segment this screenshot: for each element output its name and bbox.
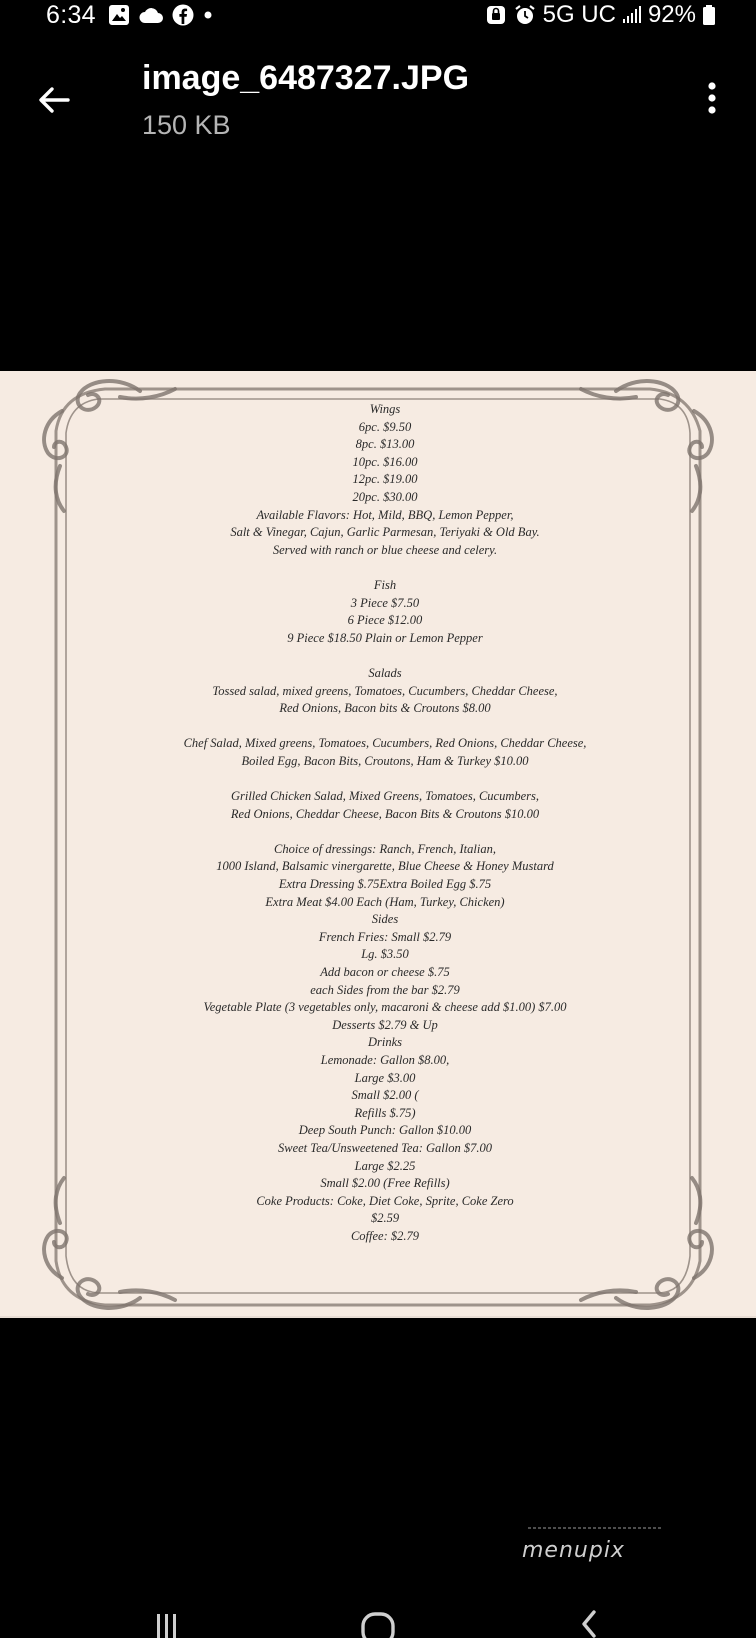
menu-line: Chef Salad, Mixed greens, Tomatoes, Cucumbers, Red Onions, Cheddar Cheese,	[183, 736, 587, 751]
signal-icon	[622, 5, 642, 25]
recents-icon	[147, 1590, 187, 1638]
menu-line: Grilled Chicken Salad, Mixed Greens, Tomatoes, Cucumbers,	[230, 789, 540, 804]
gallery-icon	[108, 4, 130, 26]
menu-line: Coke Products: Coke, Diet Coke, Sprite, Coke Zero	[256, 1193, 514, 1208]
status-time: 6:34	[46, 1, 96, 29]
menu-line: 6 Piece $12.00	[347, 613, 423, 628]
menu-line: $2.59	[370, 1211, 400, 1226]
notification-icons	[108, 3, 214, 27]
cloud-icon	[138, 5, 164, 25]
menu-line: French Fries: Small $2.79	[318, 929, 452, 944]
menu-line: Served with ranch or blue cheese and celery.	[272, 542, 498, 557]
menu-line: 6pc. $9.50	[358, 419, 412, 434]
dot-icon	[202, 9, 214, 21]
back-nav-icon	[570, 1590, 610, 1638]
menu-line: Choice of dressings: Ranch, French, Italian,	[274, 841, 496, 856]
more-vertical-icon	[707, 81, 717, 115]
watermark	[520, 1524, 670, 1578]
arrow-left-icon	[37, 85, 71, 115]
menu-line: Available Flavors: Hot, Mild, BBQ, Lemon Pepper,	[256, 507, 514, 522]
menu-line: Drinks	[367, 1035, 403, 1050]
menu-line: Add bacon or cheese $.75	[320, 965, 450, 979]
menu-line: Boiled Egg, Bacon Bits, Croutons, Ham & Turkey $10.00	[241, 753, 529, 768]
home-icon	[354, 1590, 402, 1638]
network-label: 5G UC	[542, 1, 616, 28]
menu-spacer	[120, 823, 650, 841]
alarm-icon	[513, 3, 537, 27]
menu-line: Wings	[369, 402, 401, 416]
menu-spacer	[120, 559, 650, 577]
menu-line: Desserts $2.79 & Up	[332, 1017, 438, 1032]
battery-icon	[702, 4, 716, 26]
menu-line: 1000 Island, Balsamic vinergarette, Blue Cheese & Honey Mustard	[216, 859, 554, 874]
menu-spacer	[120, 718, 650, 736]
back-nav-button[interactable]	[560, 1590, 620, 1638]
menu-line: 10pc. $16.00	[352, 454, 418, 469]
status-bar	[0, 0, 756, 30]
menu-line: Tossed salad, mixed greens, Tomatoes, Cucumbers, Cheddar Cheese,	[212, 683, 558, 698]
menu-line: Vegetable Plate (3 vegetables only, macaroni & cheese add $1.00) $7.00	[203, 1000, 567, 1015]
menu-line: Extra Meat $4.00 Each (Ham, Turkey, Chicken)	[265, 894, 505, 909]
menu-line: 20pc. $30.00	[352, 489, 418, 504]
file-size-label: 150 KB	[142, 110, 231, 140]
menu-line: Small $2.00 (	[351, 1088, 419, 1103]
menu-line: Red Onions, Cheddar Cheese, Bacon Bits & Croutons $10.00	[230, 806, 540, 821]
menu-line: Lemonade: Gallon $8.00,	[320, 1052, 450, 1067]
menu-line: 9 Piece $18.50 Plain or Lemon Pepper	[287, 630, 483, 645]
menu-line: Deep South Punch: Gallon $10.00	[298, 1123, 472, 1138]
menu-line: Extra Dressing $.75Extra Boiled Egg $.75	[278, 877, 492, 892]
image-bottom-edge	[0, 1310, 756, 1318]
menu-image[interactable]	[0, 371, 756, 1318]
lock-recycle-icon	[485, 4, 507, 26]
home-button[interactable]	[348, 1590, 408, 1638]
menu-line: Sides	[371, 912, 399, 927]
system-status	[485, 0, 716, 30]
menu-line: Salads	[368, 665, 402, 680]
menu-line: Sweet Tea/Unsweetened Tea: Gallon $7.00	[278, 1140, 492, 1155]
menu-spacer	[120, 770, 650, 788]
menu-line: Refills $.75)	[354, 1105, 416, 1120]
menu-line: Large $3.00	[354, 1070, 416, 1085]
menu-line: 12pc. $19.00	[352, 472, 418, 487]
recents-button[interactable]	[137, 1590, 197, 1638]
menu-line: Fish	[373, 577, 397, 592]
menu-line: Salt & Vinegar, Cajun, Garlic Parmesan, Teriyaki & Old Bay.	[230, 525, 540, 540]
file-name-title: image_6487327.JPG	[142, 59, 470, 97]
menu-line: Large $2.25	[354, 1158, 416, 1173]
menu-line: 3 Piece $7.50	[350, 595, 420, 610]
menu-line: each Sides from the bar $2.79	[310, 982, 460, 997]
menu-text	[120, 401, 650, 1246]
menu-line: 8pc. $13.00	[355, 437, 415, 452]
more-options-button[interactable]	[694, 78, 730, 118]
battery-percent: 92%	[647, 1, 696, 28]
navigation-bar	[0, 1590, 756, 1638]
menu-line: Lg. $3.50	[361, 947, 409, 962]
back-button[interactable]	[34, 80, 74, 120]
menu-line: Small $2.00 (Free Refills)	[320, 1176, 450, 1191]
menu-spacer	[120, 647, 650, 665]
menu-line: Red Onions, Bacon bits & Croutons $8.00	[279, 701, 491, 716]
watermark-text: menupix	[522, 1538, 625, 1563]
facebook-icon	[172, 4, 194, 26]
menu-line: Coffee: $2.79	[350, 1228, 420, 1243]
